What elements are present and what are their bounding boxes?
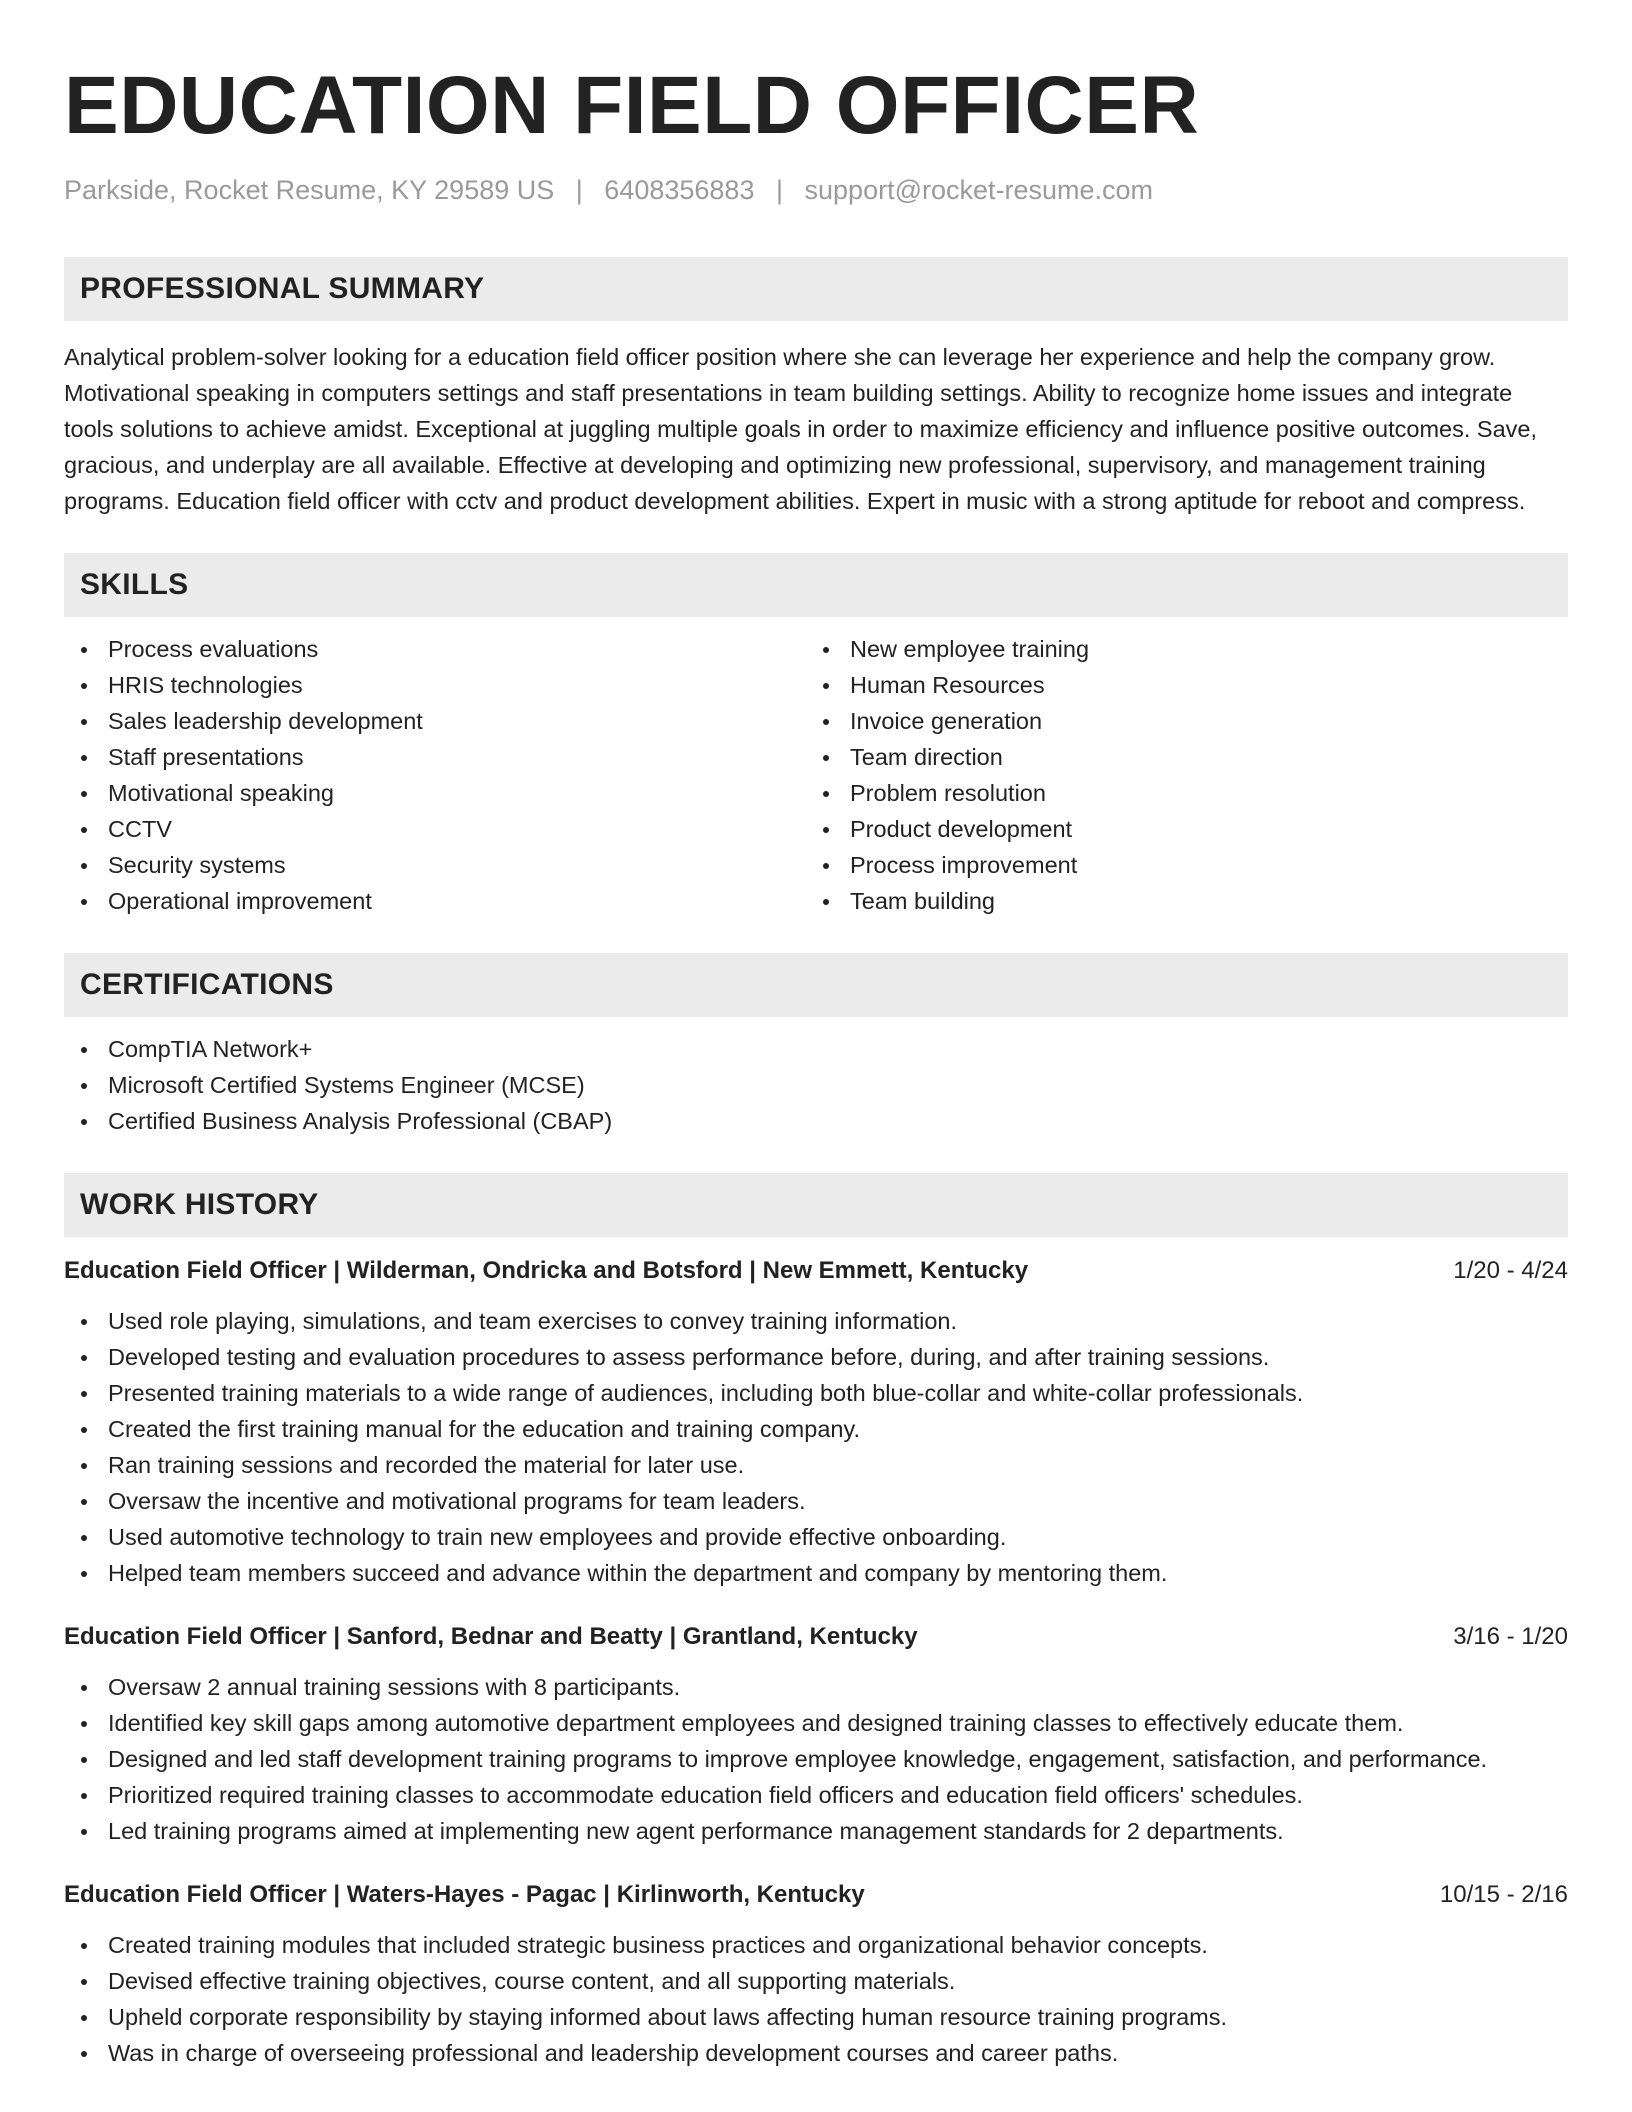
job-dates: 1/20 - 4/24 [1453, 1257, 1568, 1284]
job-bullet: Designed and led staff development training programs to improve employee knowledge, engagement, satisfaction, and performance. [64, 1741, 1568, 1777]
resume-page [64, 0, 1568, 2071]
job-title: Education Field Officer | Sanford, Bednar and Beatty | Grantland, Kentucky [64, 1623, 918, 1650]
skill-item: Team building [806, 883, 1548, 919]
job-bullet: Helped team members succeed and advance within the department and company by mentoring them. [64, 1555, 1568, 1591]
job-bullet: Used role playing, simulations, and team exercises to convey training information. [64, 1303, 1568, 1339]
section-title-certifications: CERTIFICATIONS [80, 968, 334, 1001]
section-header-certifications [64, 953, 1568, 1017]
contact-line [64, 174, 1568, 206]
skill-item: Operational improvement [64, 883, 806, 919]
job-bullet: Identified key skill gaps among automotive department employees and designed training classes to effectively educate them. [64, 1705, 1568, 1741]
job-dates: 10/15 - 2/16 [1439, 1881, 1568, 1908]
job-bullet: Was in charge of overseeing professional and leadership development courses and career paths. [64, 2035, 1568, 2071]
job-entry [64, 1621, 1568, 1849]
skill-item: Human Resources [806, 667, 1548, 703]
job-bullets [64, 1927, 1568, 2071]
skill-item: Motivational speaking [64, 775, 806, 811]
section-header-summary [64, 257, 1568, 321]
contact-separator: | [575, 175, 583, 205]
skill-item: Invoice generation [806, 703, 1548, 739]
job-bullet: Used automotive technology to train new employees and provide effective onboarding. [64, 1519, 1568, 1555]
job-bullet: Developed testing and evaluation procedures to assess performance before, during, and after training sessions. [64, 1339, 1568, 1375]
job-bullet: Upheld corporate responsibility by staying informed about laws affecting human resource training programs. [64, 1999, 1568, 2035]
job-header [64, 1621, 1568, 1653]
certification-item: CompTIA Network+ [64, 1031, 1568, 1067]
job-bullet: Oversaw the incentive and motivational programs for team leaders. [64, 1483, 1568, 1519]
contact-phone: 6408356883 [604, 175, 755, 205]
job-bullets [64, 1669, 1568, 1849]
job-bullet: Prioritized required training classes to accommodate education field officers and education field officers' schedules. [64, 1777, 1568, 1813]
skill-item: HRIS technologies [64, 667, 806, 703]
job-bullet: Created the first training manual for the education and training company. [64, 1411, 1568, 1447]
job-bullet: Created training modules that included strategic business practices and organizational behavior concepts. [64, 1927, 1568, 1963]
skill-item: Team direction [806, 739, 1548, 775]
job-title: Education Field Officer | Wilderman, Ondricka and Botsford | New Emmett, Kentucky [64, 1257, 1029, 1284]
job-bullet: Presented training materials to a wide range of audiences, including both blue-collar and white-collar professionals. [64, 1375, 1568, 1411]
job-bullet: Oversaw 2 annual training sessions with 8 participants. [64, 1669, 1568, 1705]
section-title-summary: PROFESSIONAL SUMMARY [80, 272, 485, 305]
skill-item: Staff presentations [64, 739, 806, 775]
section-title-skills: SKILLS [80, 568, 189, 601]
job-entry [64, 1255, 1568, 1591]
skill-item: New employee training [806, 631, 1548, 667]
job-header [64, 1879, 1568, 1911]
skills-column-left [64, 631, 806, 919]
skill-item: Process improvement [806, 847, 1548, 883]
skill-item: Security systems [64, 847, 806, 883]
skill-item: Process evaluations [64, 631, 806, 667]
job-dates: 3/16 - 1/20 [1453, 1623, 1568, 1650]
job-bullet: Devised effective training objectives, course content, and all supporting materials. [64, 1963, 1568, 1999]
skills-grid [64, 631, 1568, 919]
skills-column-right [806, 631, 1548, 919]
job-entry [64, 1879, 1568, 2071]
certification-item: Microsoft Certified Systems Engineer (MCSE) [64, 1067, 1568, 1103]
candidate-name: EDUCATION FIELD OFFICER [64, 60, 1200, 151]
certifications-list [64, 1031, 1568, 1139]
contact-address: Parkside, Rocket Resume, KY 29589 US [64, 175, 555, 205]
contact-email: support@rocket-resume.com [804, 175, 1154, 205]
section-header-skills [64, 553, 1568, 617]
job-title: Education Field Officer | Waters-Hayes - Pagac | Kirlinworth, Kentucky [64, 1881, 865, 1908]
job-bullet: Ran training sessions and recorded the material for later use. [64, 1447, 1568, 1483]
section-title-work-history: WORK HISTORY [80, 1188, 319, 1221]
section-header-work-history [64, 1173, 1568, 1237]
summary-text: Analytical problem-solver looking for a education field officer position where she can leverage her experience and help the company grow. Motivational speaking in computers settings and staff presentations in team building settings. Ability to recognize home issues and integrate tools solutions to achieve amidst. Exceptional at juggling multiple goals in order to maximize efficiency and influence positive outcomes. Save, gracious, and underplay are all available. Effective at developing and optimizing new professional, supervisory, and management training programs. Education field officer with cctv and product development abilities. Expert in music with a strong aptitude for reboot and compress. [64, 344, 1538, 514]
job-bullets [64, 1303, 1568, 1591]
skill-item: Problem resolution [806, 775, 1548, 811]
contact-separator: | [775, 175, 783, 205]
job-bullet: Led training programs aimed at implementing new agent performance management standards for 2 departments. [64, 1813, 1568, 1849]
skill-item: Product development [806, 811, 1548, 847]
skill-item: Sales leadership development [64, 703, 806, 739]
job-header [64, 1255, 1568, 1287]
certification-item: Certified Business Analysis Professional (CBAP) [64, 1103, 1568, 1139]
skill-item: CCTV [64, 811, 806, 847]
